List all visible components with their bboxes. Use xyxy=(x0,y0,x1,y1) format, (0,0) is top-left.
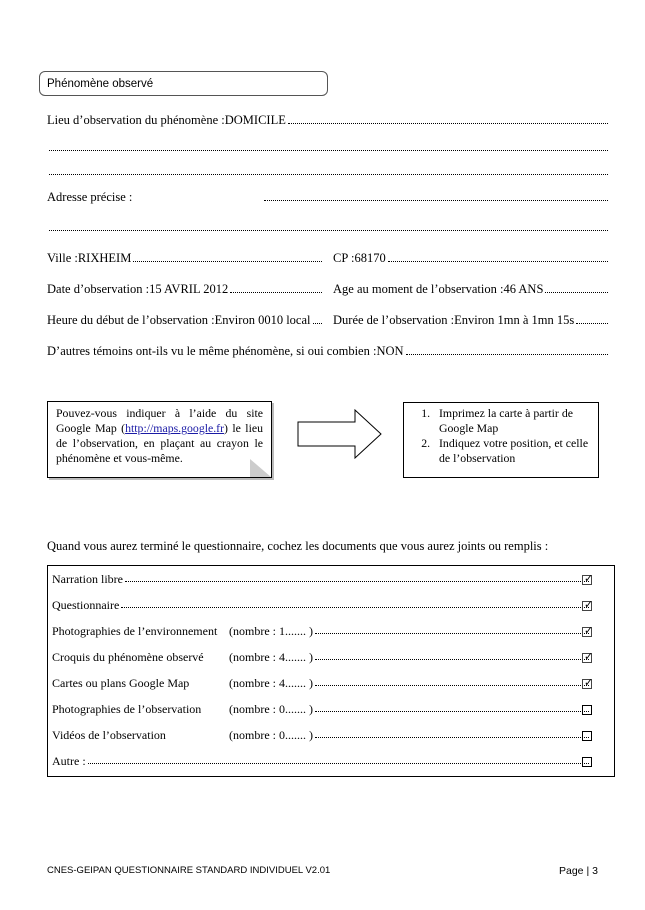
check-icon: ✓ xyxy=(584,676,594,689)
section-title xyxy=(39,71,328,96)
right-arrow-icon xyxy=(297,409,383,459)
cp-field[interactable] xyxy=(333,251,608,266)
temoins-value: NON xyxy=(376,344,404,358)
instruction-item: 2. Indiquez votre position, et celle de l’observation xyxy=(433,436,594,466)
lieu-label: Lieu d’observation du phénomène : xyxy=(47,113,225,127)
check-icon: ✓ xyxy=(584,572,594,585)
document-count: (nombre : 4....... ) xyxy=(229,650,313,664)
instructions-box xyxy=(403,402,599,478)
checklist-row xyxy=(52,624,594,638)
checklist-row xyxy=(52,650,594,664)
lieu-continuation-line-2[interactable] xyxy=(47,164,608,179)
page-number: Page | 3 xyxy=(559,865,598,877)
checkbox-autre[interactable] xyxy=(582,757,592,767)
checklist-row xyxy=(52,572,594,586)
checklist-row xyxy=(52,676,594,690)
instruction-item: 1. Imprimez la carte à partir de Google Map xyxy=(433,406,594,436)
duree-label: Durée de l’observation : xyxy=(333,313,455,327)
document-count: (nombre : 0....... ) xyxy=(229,728,313,742)
cp-value: 68170 xyxy=(354,251,386,265)
documents-checklist xyxy=(47,565,615,777)
checklist-row xyxy=(52,702,589,716)
heure-field[interactable] xyxy=(47,313,322,328)
instructions-list xyxy=(408,406,594,466)
google-map-link[interactable]: http://maps.google.fr xyxy=(125,421,225,435)
lieu-value: DOMICILE xyxy=(224,113,286,127)
checkbox-croquis[interactable] xyxy=(582,650,594,663)
check-icon: ✓ xyxy=(584,598,594,611)
documents-heading: Quand vous aurez terminé le questionnaire, cochez les documents que vous aurez joints ou remplis : xyxy=(47,539,549,553)
checkbox-cartes[interactable] xyxy=(582,676,594,689)
checklist-row xyxy=(52,754,589,768)
duree-field[interactable] xyxy=(333,313,608,328)
document-count: (nombre : 1....... ) xyxy=(229,624,313,638)
google-map-note xyxy=(47,401,272,478)
note-text-after: ) le lieu de l’observation, en plaçant au crayon le phénomène et vous-même. xyxy=(56,421,263,465)
document-label: Croquis du phénomène observé xyxy=(52,650,204,664)
date-field[interactable] xyxy=(47,282,322,297)
ville-field[interactable] xyxy=(47,251,322,266)
heure-value: Environ 0010 local xyxy=(214,313,311,327)
document-label: Photographies de l’environnement xyxy=(52,624,218,638)
page-curl-decoration xyxy=(250,459,271,477)
temoins-label: D’autres témoins ont-ils vu le même phénomène, si oui combien : xyxy=(47,344,377,358)
check-icon: ✓ xyxy=(584,650,594,663)
heure-label: Heure du début de l’observation : xyxy=(47,313,215,327)
document-label: Questionnaire xyxy=(52,598,120,612)
document-count: (nombre : 0....... ) xyxy=(229,702,313,716)
checklist-row xyxy=(52,598,594,612)
adresse-field[interactable] xyxy=(47,190,608,205)
document-count: (nombre : 4....... ) xyxy=(229,676,313,690)
check-icon: ✓ xyxy=(584,624,594,637)
document-label: Vidéos de l’observation xyxy=(52,728,166,742)
age-label: Age au moment de l’observation : xyxy=(333,282,504,296)
checkbox-photos-observation[interactable] xyxy=(582,705,592,715)
checkbox-questionnaire[interactable] xyxy=(582,598,594,611)
ville-label: Ville : xyxy=(47,251,78,265)
document-label: Cartes ou plans Google Map xyxy=(52,676,190,690)
document-label: Photographies de l’observation xyxy=(52,702,202,716)
duree-value: Environ 1mn à 1mn 15s xyxy=(454,313,575,327)
date-value: 15 AVRIL 2012 xyxy=(149,282,229,296)
adresse-continuation-line[interactable] xyxy=(47,220,608,235)
footer-left: CNES-GEIPAN QUESTIONNAIRE STANDARD INDIVIDUEL V2.01 xyxy=(47,865,331,876)
dotted-line xyxy=(288,123,608,124)
date-label: Date d’observation : xyxy=(47,282,150,296)
checkbox-videos[interactable] xyxy=(582,731,592,741)
lieu-continuation-line-1[interactable] xyxy=(47,140,608,155)
age-field[interactable] xyxy=(333,282,608,297)
checkbox-narration[interactable] xyxy=(582,572,594,585)
temoins-field[interactable] xyxy=(47,344,608,359)
checkbox-photos-environnement[interactable] xyxy=(582,624,594,637)
dotted-line xyxy=(264,200,608,201)
adresse-label: Adresse précise : xyxy=(47,190,133,204)
section-title-text: Phénomène observé xyxy=(47,78,154,90)
checklist-row xyxy=(52,728,589,742)
document-label: Narration libre xyxy=(52,572,123,586)
cp-label: CP : xyxy=(333,251,355,265)
age-value: 46 ANS xyxy=(503,282,544,296)
document-label: Autre : xyxy=(52,754,86,768)
note-text-before: Pouvez-vous indiquer à l’aide du site Google Map ( xyxy=(56,406,263,435)
ville-value: RIXHEIM xyxy=(77,251,132,265)
lieu-field[interactable] xyxy=(47,113,608,128)
